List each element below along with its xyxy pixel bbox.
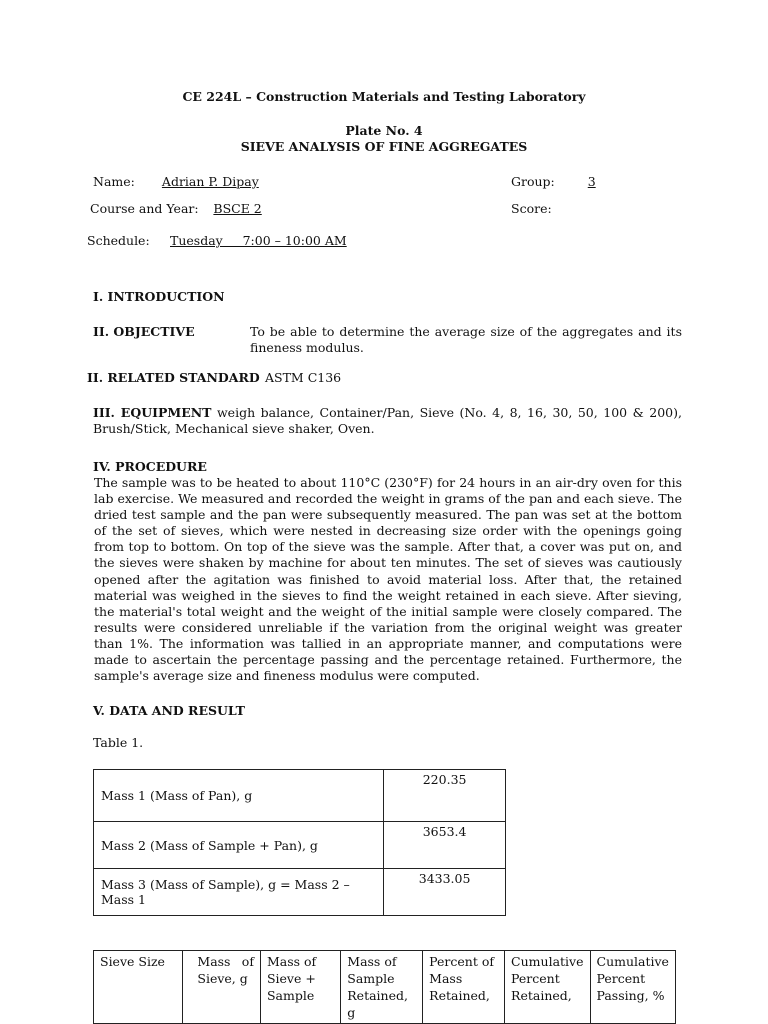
header-mass-of-sieve: Mass of Sieve, g	[183, 951, 261, 1024]
table-row	[94, 770, 506, 822]
table-cell-label: Mass 2 (Mass of Sample + Pan), g	[94, 822, 384, 869]
score-label: Score:	[511, 201, 552, 216]
sieve-table	[93, 950, 676, 1024]
procedure-text: The sample was to be heated to about 110°C (230°F) for 24 hours in an air-dry oven for this lab exercise. We measured and recorded the weight in grams of the pan and each sieve. The dried test sample and the pan were subsequently measured. The pan was set at the bottom of the set of sieves, which were nested in decreasing size order with the openings going from top to bottom. On top of the sieve was the sample. After that, a cover was put on, and the sieves were shaken by machine for about ten minutes. The set of sieves was cautiously opened after the agitation was finished to avoid material loss. After that, the retained material was weighed in the sieves to find the weight retained in each sieve. After sieving, the material's total weight and the weight of the initial sample were closely compared. The results were considered unreliable if the variation from the original weight was greater than 1%. The information was tallied in an appropriate manner, and computations were made to ascertain the percentage passing and the percentage retained. Furthermore, the sample's average size and fineness modulus were computed.	[94, 475, 682, 684]
mass-table	[93, 769, 506, 916]
header-percent-retained: Percent of Mass Retained,	[423, 951, 505, 1024]
score-field	[511, 201, 562, 216]
header-mass-sieve-sample: Mass of Sieve + Sample	[260, 951, 340, 1024]
table-cell-value: 3433.05	[384, 869, 506, 916]
objective-text: To be able to determine the average size of the aggregates and its fineness modulus.	[250, 324, 682, 355]
procedure-heading: IV. PROCEDURE	[93, 459, 207, 474]
table-row	[94, 869, 506, 916]
name-value: Adrian P. Dipay	[161, 174, 259, 189]
plate-number: Plate No. 4	[345, 123, 423, 138]
objective-heading: II. OBJECTIVE	[93, 324, 195, 339]
data-result-heading: V. DATA AND RESULT	[93, 703, 245, 718]
course-value: BSCE 2	[213, 201, 262, 216]
group-field	[511, 174, 625, 189]
group-label: Group:	[511, 174, 555, 189]
table-cell-value: 3653.4	[384, 822, 506, 869]
standard-heading: II. RELATED STANDARD	[87, 370, 260, 385]
header-mass-retained: Mass of Sample Retained, g	[341, 951, 423, 1024]
intro-heading: I. INTRODUCTION	[93, 289, 225, 304]
schedule-value: Tuesday 7:00 – 10:00 AM	[170, 233, 347, 248]
table-row	[94, 822, 506, 869]
table-cell-label: Mass 1 (Mass of Pan), g	[94, 770, 384, 822]
course-label: Course and Year:	[90, 201, 199, 216]
table-header-row	[94, 951, 676, 1024]
table-cell-label: Mass 3 (Mass of Sample), g = Mass 2 – Mass 1	[94, 869, 384, 916]
name-field	[93, 174, 282, 189]
schedule-label: Schedule:	[87, 233, 150, 248]
header-cumulative-retained: Cumulative Percent Retained,	[505, 951, 590, 1024]
standard-text: ASTM C136	[265, 370, 342, 385]
table1-caption: Table 1.	[93, 735, 144, 750]
course-field	[90, 201, 273, 216]
experiment-title: SIEVE ANALYSIS OF FINE AGGREGATES	[240, 139, 528, 154]
course-title: CE 224L – Construction Materials and Testing Laboratory	[182, 89, 586, 104]
equipment-heading: III. EQUIPMENT	[93, 405, 212, 420]
table-cell-value: 220.35	[384, 770, 506, 822]
equipment-text: weigh balance, Container/Pan, Sieve (No. 4, 8, 16, 30, 50, 100 & 200), Brush/Stick, Mechanical sieve shaker, Oven.	[93, 405, 682, 436]
header-sieve-size: Sieve Size	[94, 951, 183, 1024]
group-value: 3	[587, 174, 596, 189]
name-label: Name:	[93, 174, 135, 189]
header-cumulative-passing: Cumulative Percent Passing, %	[590, 951, 676, 1024]
equipment-block	[93, 405, 682, 437]
